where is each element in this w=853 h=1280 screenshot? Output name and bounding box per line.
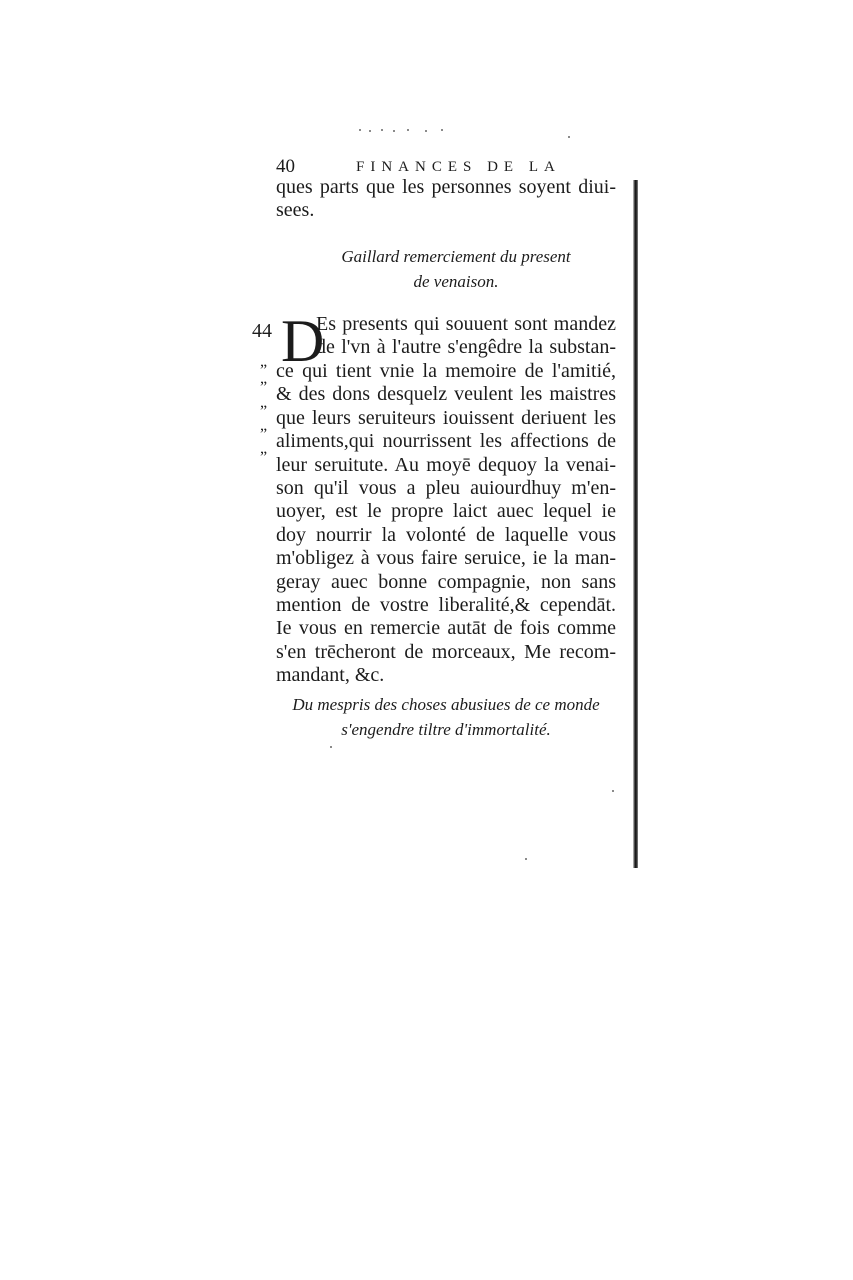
speck [525, 858, 527, 860]
next-heading-line-1: Du mespris des choses abusiues de ce monde [292, 695, 600, 714]
text-line: de l'vn à l'autre s'engêdre la substan- [316, 336, 616, 359]
text-line: que leurs seruiteurs iouissent deriuent les [276, 406, 616, 429]
drop-cap: D [281, 308, 325, 374]
text-line: mention de vostre liberalité,& cependāt. [276, 593, 616, 616]
text-line: sees. [276, 199, 315, 222]
letter-body-top [316, 313, 616, 360]
text-line: m'obligez à vous faire seruice, ie la man- [276, 547, 616, 570]
letter-heading-line-2: de venaison. [413, 272, 499, 291]
speck [568, 136, 570, 138]
next-heading-line-2: s'engendre tiltre d'immortalité. [341, 720, 551, 739]
text-line: Es presents qui souuent sont mandez [316, 313, 616, 335]
text-line: uoyer, est le propre laict auec lequel ie [276, 500, 616, 523]
letter-heading [316, 244, 596, 294]
running-head: FINANCES DE LA [356, 159, 561, 175]
page-edge-rule [633, 180, 638, 868]
text-line: s'en trēcheront de morceaux, Me recom- [276, 640, 616, 663]
text-line: doy nourrir la volonté de laquelle vous [276, 523, 616, 546]
quote-mark: ” [260, 379, 268, 396]
quote-mark: ” [260, 449, 268, 466]
margin-number: 44 [252, 320, 272, 342]
quote-mark: ” [260, 362, 268, 379]
text-line: & des dons desquelz veulent les maistres [276, 383, 616, 406]
letter-heading-line-1: Gaillard remerciement du present [341, 247, 571, 266]
text-line: mandant, &c. [276, 664, 385, 687]
text-line: geray auec bonne compagnie, non sans [276, 570, 616, 593]
speck [612, 790, 614, 792]
text-line: son qu'il vous a pleu auiourdhuy m'en- [276, 476, 616, 499]
quote-mark: ” [260, 426, 268, 443]
letter-body [276, 360, 616, 687]
text-line: Ie vous en remercie autāt de fois comme [276, 617, 616, 640]
text-line: ce qui tient vnie la memoire de l'amitié, [276, 360, 616, 382]
text-line: aliments,qui nourrissent les affections de [276, 430, 616, 453]
carry-over-text [276, 176, 616, 223]
text-line: ques parts que les personnes soyent diui- [276, 176, 616, 198]
next-heading [276, 692, 616, 742]
page-number: 40 [276, 156, 295, 177]
speck [330, 746, 332, 748]
text-line: leur seruitute. Au moyē dequoy la venai- [276, 453, 616, 476]
top-specks-decoration [355, 126, 455, 134]
quote-mark: ” [260, 403, 268, 420]
